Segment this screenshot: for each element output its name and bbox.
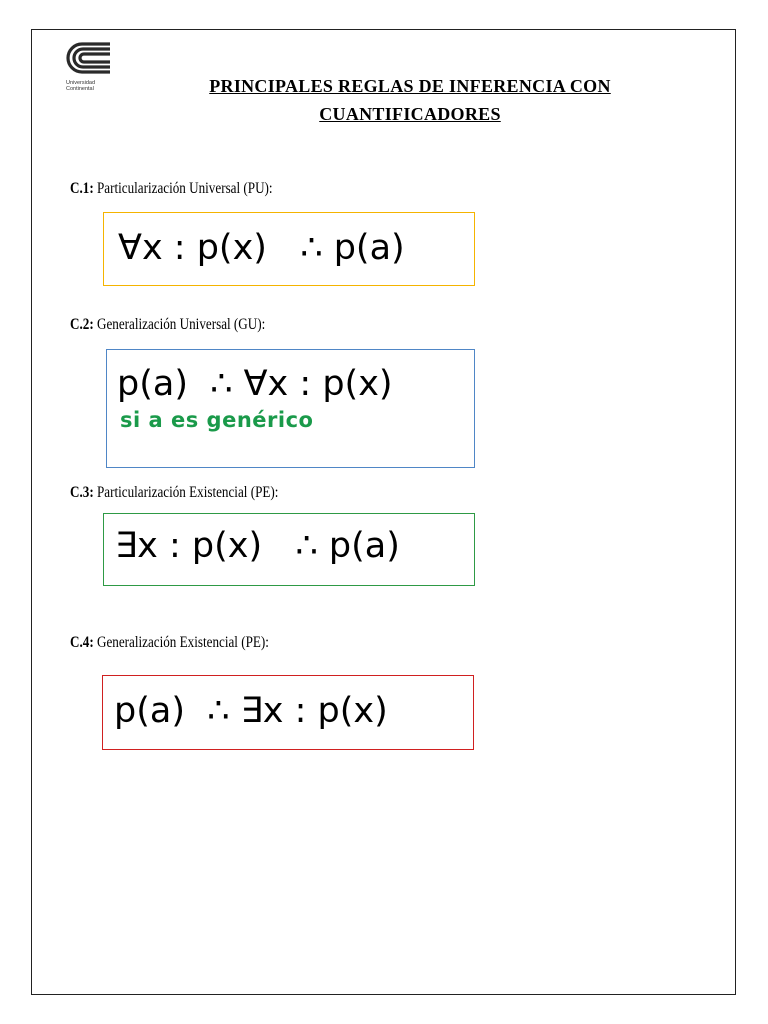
rule-1-box: [103, 212, 475, 286]
university-logo: [66, 40, 114, 96]
page-title: [160, 72, 660, 128]
rule-3-box: [103, 513, 475, 586]
rule-2-name: Generalización Universal (GU):: [96, 316, 266, 333]
rule-3-name: Particularización Existencial (PE):: [96, 484, 279, 501]
rule-1-name: Particularización Universal (PU):: [96, 180, 273, 197]
rule-4-label: [70, 634, 269, 652]
rule-2-label: [70, 316, 265, 334]
rule-3-code: C.3:: [70, 484, 94, 501]
logo-icon: [66, 40, 114, 76]
rule-2-note: si a es genérico: [120, 408, 314, 432]
rule-3-label: [70, 484, 278, 502]
title-line-1: PRINCIPALES REGLAS DE INFERENCIA CON: [209, 76, 611, 96]
rule-4-formula: p(a) ∴ ∃x : p(x): [114, 691, 388, 731]
logo-line-1: Universidad: [66, 80, 96, 86]
logo-text: [66, 80, 114, 92]
logo-line-2: Continental: [66, 86, 94, 92]
title-line-2: CUANTIFICADORES: [319, 104, 501, 124]
rule-1-code: C.1:: [70, 180, 94, 197]
rule-4-box: [102, 675, 474, 750]
rule-2-code: C.2:: [70, 316, 94, 333]
page-frame: [31, 29, 736, 995]
rule-1-formula: ∀x : p(x) ∴ p(a): [118, 228, 405, 268]
rule-4-code: C.4:: [70, 634, 94, 651]
rule-3-formula: ∃x : p(x) ∴ p(a): [115, 526, 400, 566]
rule-2-box: [106, 349, 475, 468]
rule-2-formula: p(a) ∴ ∀x : p(x): [117, 364, 393, 404]
rule-1-label: [70, 180, 273, 198]
rule-4-name: Generalización Existencial (PE):: [96, 634, 269, 651]
